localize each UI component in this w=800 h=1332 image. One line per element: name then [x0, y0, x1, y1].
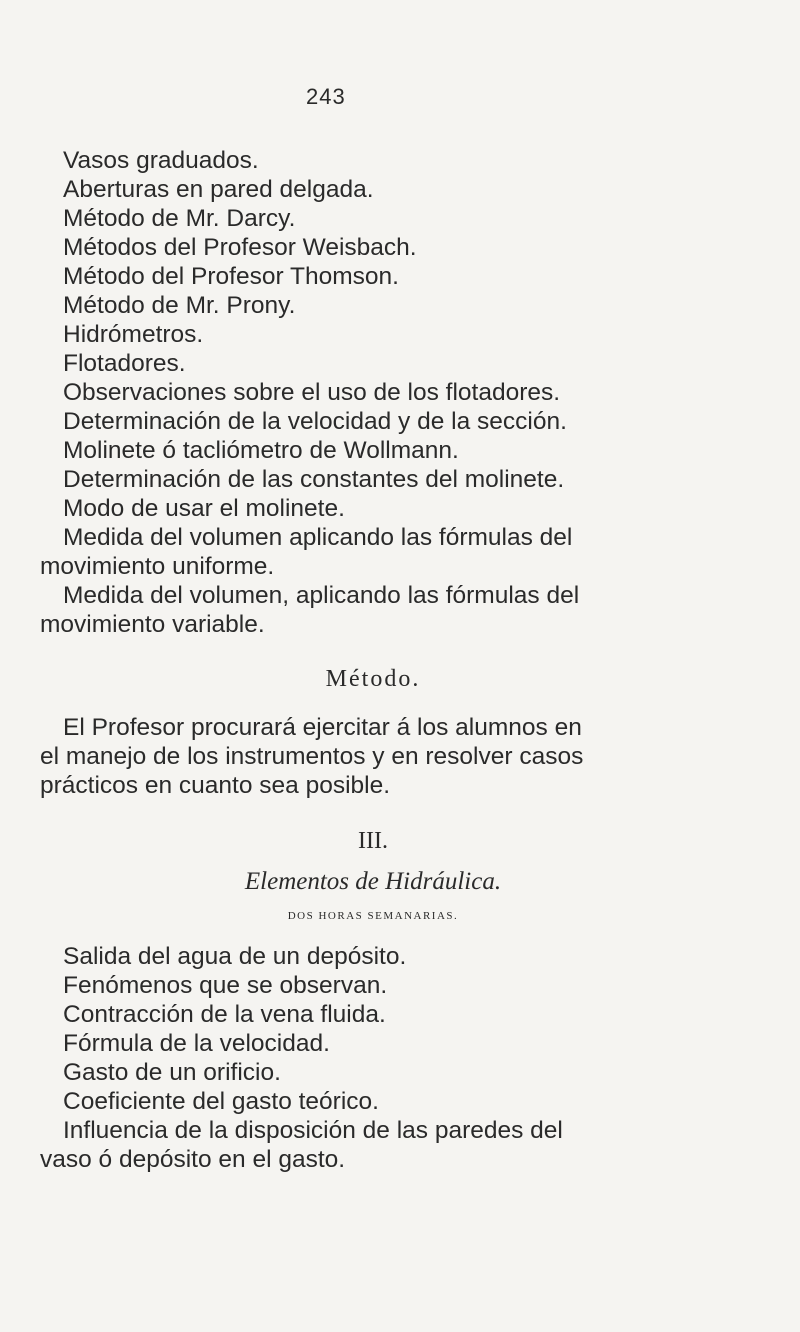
- list-item: Modo de usar el molinete.: [63, 495, 345, 522]
- section-subtitle: DOS HORAS SEMANARIAS.: [287, 910, 459, 922]
- list-item: Hidrómetros.: [63, 321, 204, 348]
- page-number: 243: [306, 84, 346, 109]
- list-item: Medida del volumen aplicando las fórmulas del: [63, 524, 573, 551]
- list-item: Método de Mr. Prony.: [63, 292, 296, 319]
- page-content: [40, 146, 743, 1174]
- list-item-continuation: vaso ó depósito en el gasto.: [40, 1146, 346, 1173]
- list-item: Fórmula de la velocidad.: [63, 1030, 330, 1057]
- method-paragraph: [40, 713, 743, 800]
- list-item: Vasos graduados.: [63, 147, 259, 174]
- paragraph-line: el manejo de los instrumentos y en resolver casos: [40, 743, 584, 770]
- list-item: Método de Mr. Darcy.: [63, 205, 296, 232]
- topic-list-2: [40, 942, 743, 1174]
- list-item-continuation: movimiento variable.: [40, 611, 265, 638]
- list-item: Molinete ó tacliómetro de Wollmann.: [63, 437, 459, 464]
- list-item: Método del Profesor Thomson.: [63, 263, 399, 290]
- section-title: Elementos de Hidráulica.: [244, 868, 502, 895]
- list-item: Coeficiente del gasto teórico.: [63, 1088, 379, 1115]
- section-number: III.: [358, 828, 388, 854]
- list-item: Medida del volumen, aplicando las fórmulas del: [63, 582, 580, 609]
- paragraph-line: El Profesor procurará ejercitar á los alumnos en: [63, 714, 582, 741]
- list-item: Salida del agua de un depósito.: [63, 943, 407, 970]
- list-item: Fenómenos que se observan.: [63, 972, 388, 999]
- list-item: Gasto de un orificio.: [63, 1059, 281, 1086]
- list-item: Contracción de la vena fluida.: [63, 1001, 386, 1028]
- topic-list-1: [40, 146, 743, 639]
- list-item-continuation: movimiento uniforme.: [40, 553, 275, 580]
- list-item: Flotadores.: [63, 350, 186, 377]
- paragraph-line: prácticos en cuanto sea posible.: [40, 772, 391, 799]
- list-item: Determinación de la velocidad y de la sección.: [63, 408, 567, 435]
- list-item: Aberturas en pared delgada.: [63, 176, 374, 203]
- list-item: Determinación de las constantes del molinete.: [63, 466, 565, 493]
- list-item: Influencia de la disposición de las paredes del: [63, 1117, 563, 1144]
- method-heading: Método.: [325, 666, 421, 692]
- list-item: Métodos del Profesor Weisbach.: [63, 234, 417, 261]
- list-item: Observaciones sobre el uso de los flotadores.: [63, 379, 561, 406]
